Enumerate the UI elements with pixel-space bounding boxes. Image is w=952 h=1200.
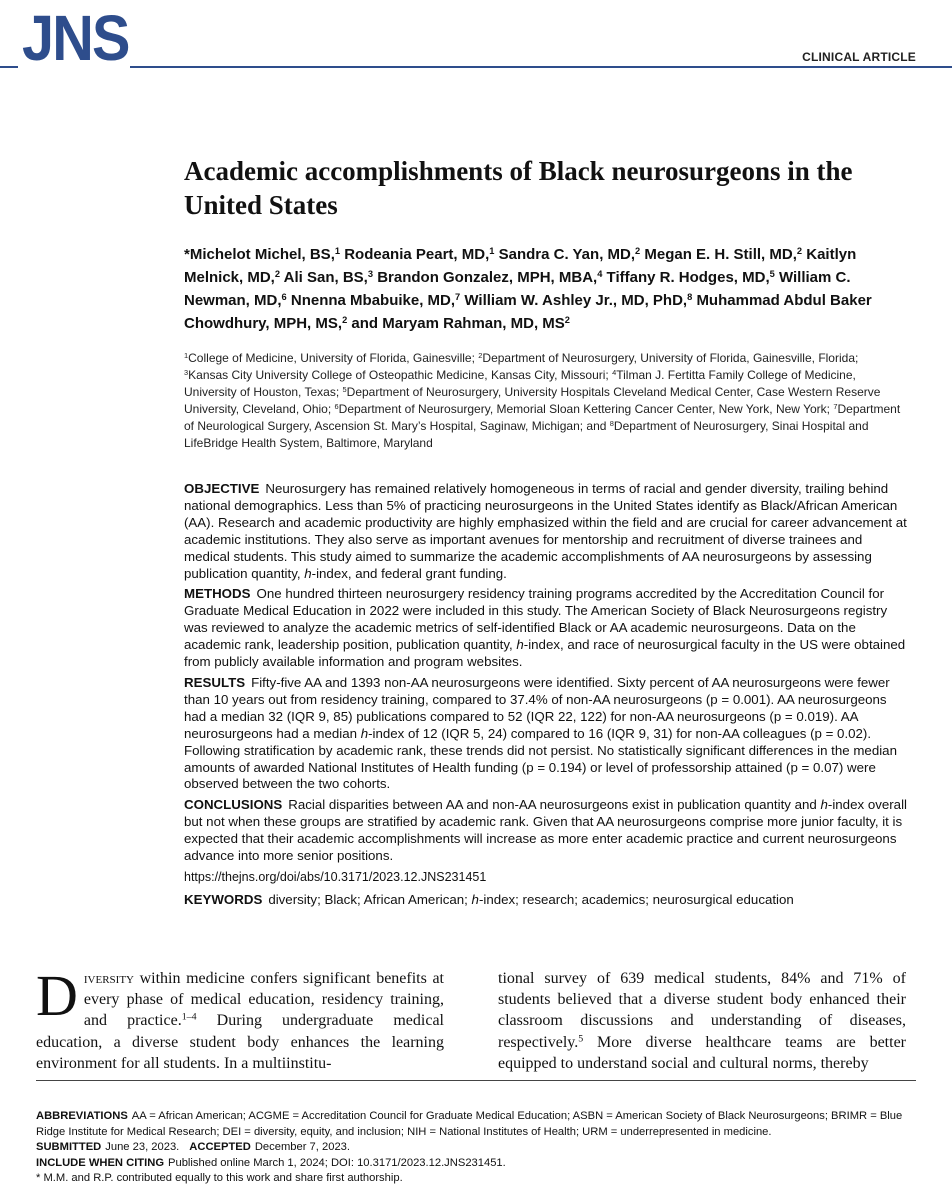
results-label: RESULTS [184, 674, 246, 690]
accepted-label: ACCEPTED [189, 1141, 251, 1154]
methods-text-end: -index, and race of neurosurgical faculty in the US were obtained from publicly available information and program websites. [184, 637, 906, 670]
keywords-label: KEYWORDS [184, 891, 263, 907]
h-italic: h [471, 891, 479, 907]
authorship-note: * M.M. and R.P. contributed equally to this work and share first authorship. [36, 1172, 403, 1185]
body-column-right [498, 968, 906, 1074]
affiliation-text: Kansas City University College of Osteopathic Medicine, Kansas City, Missouri; [188, 368, 613, 382]
author-affiliation-marker: 7 [455, 291, 461, 302]
h-italic: h [516, 637, 524, 653]
body-column-left [36, 963, 444, 1074]
accepted-date: December 7, 2023. [254, 1141, 350, 1154]
author-affiliation-marker: 2 [342, 314, 348, 325]
affiliation-text: Department of Neurosurgery, Sinai Hospital and LifeBridge Health System, Baltimore, Maryland [184, 419, 869, 450]
affiliation-number: 7 [833, 401, 838, 411]
author-affiliation-marker: 6 [281, 291, 287, 302]
author-name: Muhammad Abdul Baker Chowdhury, MPH, MS,$^2$ [184, 292, 872, 332]
drop-cap: D [36, 963, 78, 1028]
author-name: Tiffany R. Hodges, MD,$^5$ [606, 268, 775, 286]
affiliation-number: 8 [609, 418, 614, 428]
author-name: Rodeania Peart, MD,$^1$ [344, 245, 495, 263]
author-affiliation-marker: 3 [367, 268, 374, 279]
affiliation-text: Department of Neurological Surgery, Ascension St. Mary’s Hospital, Saginaw, Michigan; and [184, 402, 901, 433]
author-affiliation-marker: 8 [687, 291, 693, 302]
affiliation-text: Tilman J. Fertitta Family College of Medicine, University of Houston, Texas; [184, 368, 856, 399]
author-affiliation-marker: 2 [635, 245, 641, 256]
keywords-text-end: -index; research; academics; neurosurgical education [478, 891, 794, 907]
author-affiliation-marker: 1 [334, 245, 341, 256]
abstract-conclusions [184, 797, 909, 865]
author-name: Brandon Gonzalez, MPH, MBA,$^4$ [377, 268, 603, 286]
methods-text: One hundred thirteen neurosurgery residency training programs accredited by the Accreditation Council for Graduate Medical Education in 2022 were included in this study. The American Society of Black Neurosurgeons registry was reviewed to analyze the academic metrics of self-identified Black or AA academic neurosurgeons. Data on the academic rank, leadership position, publication quantity, [184, 586, 888, 653]
objective-text-end: -index, and federal grant funding. [311, 565, 507, 581]
submitted-label: SUBMITTED [36, 1141, 102, 1154]
objective-label: OBJECTIVE [184, 481, 260, 496]
author-name: Sandra C. Yan, MD,$^2$ [498, 245, 641, 263]
author-affiliation-marker: 2 [796, 245, 803, 256]
h-italic: h [360, 725, 369, 741]
affiliation-text: College of Medicine, University of Florida, Gainesville; [188, 351, 479, 365]
author-name: Ali San, BS,$^3$ [283, 268, 374, 286]
conclusions-text: Racial disparities between AA and non-AA neurosurgeons exist in publication quantity and [288, 797, 821, 813]
abstract [184, 481, 909, 913]
doi-link[interactable]: https://thejns.org/doi/abs/10.3171/2023.12.JNS231451 [184, 869, 487, 884]
author-affiliation-marker: 2 [564, 314, 570, 325]
abbreviations-label: ABBREVIATIONS [36, 1110, 128, 1122]
conclusions-text-end: -index overall but not when these groups are stratified by academic rank. Given that AA neurosurgeons comprise more junior faculty, it is expected that their academic accomplishments will increase as more enter academic practice and current neurosurgeons advance into more senior positions. [184, 797, 907, 864]
results-text: Fifty-five AA and 1393 non-AA neurosurgeons were identified. Sixty percent of AA neurosurgeons were fewer than 10 years out from residency training, compared to 37.4% of non-AA neurosurgeons (p = 0.001). AA neurosurgeons had a median 32 (IQR 9, 85) publications compared to 52 (IQR 22, 122) for non-AA neurosurgeons (p = 0.019). AA neurosurgeons had a median [184, 674, 890, 741]
abstract-objective [184, 481, 909, 582]
author-name: William C. Newman, MD,$^6$ [184, 269, 851, 309]
first-word: iversity [83, 970, 134, 987]
author-affiliation-marker: 2 [274, 268, 281, 279]
citing-text: Published online March 1, 2024; DOI: 10.3171/2023.12.JNS231451. [168, 1156, 506, 1169]
h-italic: h [820, 797, 828, 813]
body-text: More diverse healthcare teams are better equipped to understand social and cultural norms, thereby [498, 1033, 906, 1072]
author-affiliation-marker: 1 [489, 245, 495, 256]
objective-text: Neurosurgery has remained relatively homogeneous in terms of racial and gender diversity, trailing behind national demographics. Less than 5% of practicing neurosurgeons in the United States identify as Black/African American (AA). Research and academic productivity are highly emphasized within the field and are crucial for career advancement at academic institutions. They also serve as important avenues for mentorship and recruitment of diverse trainees and medical students. This study aimed to summarize the academic accomplishments of AA neurosurgeons by assessing publication quantity, [184, 481, 907, 581]
conclusions-label: CONCLUSIONS [184, 797, 283, 813]
article-title: Academic accomplishments of Black neurosurgeons in the United States [184, 156, 853, 220]
footer-notes [36, 1109, 916, 1187]
author-name: Nnenna Mbabuike, MD,$^7$ [290, 291, 461, 309]
affiliation-text: Department of Neurosurgery, University Hospitals Cleveland Medical Center, Case Western Reserve University, Cleveland, Ohio; [184, 385, 881, 416]
affiliation-number: 6 [334, 401, 339, 411]
author-list [184, 243, 904, 335]
keywords-text: diversity; Black; African American; [268, 891, 472, 907]
abbreviations [36, 1109, 916, 1140]
citing-label: INCLUDE WHEN CITING [36, 1156, 165, 1169]
section-label: CLINICAL ARTICLE [802, 50, 916, 64]
affiliation-number: 3 [184, 367, 189, 377]
submitted-date: June 23, 2023. [105, 1141, 180, 1154]
h-italic: h [304, 565, 312, 581]
results-text-end: -index of 12 (IQR 5, 24) compared to 16 (IQR 9, 31) for non-AA colleagues (p = 0.02). Following stratification by academic rank, these trends did not persist. No statistically significant differences in the median amounts of awarded National Institutes of Health funding (p = 0.194) or level of professorship attained (p = 0.07) were observed between the two cohorts. [184, 725, 897, 792]
citation [36, 1156, 916, 1172]
author-name: and Maryam Rahman, MD, $MS^2$ [351, 314, 570, 332]
reference-superscript[interactable]: 5 [578, 1033, 584, 1045]
footer-rule [36, 1080, 916, 1081]
header-rule [0, 66, 952, 68]
reference-superscript[interactable]: 1–4 [181, 1011, 197, 1023]
body-text: tional survey of 639 medical students, 84% and 71% of students believed that a diverse student body enhanced their classroom discussions and understanding of diseases, respectively. [498, 970, 906, 1051]
author-name: *Michelot Michel, BS,$^1$ [184, 245, 341, 263]
author-affiliation-marker: 5 [769, 268, 775, 279]
abbreviations-text: AA = African American; ACGME = Accreditation Council for Graduate Medical Education; ASBN = American Society of Black Neurosurgeons; BRIMR = Blue Ridge Institute for Medical Research; DEI = diversity, equity, and inclusion; NIH = National Institutes of Health; URM = underrepresented in medicine. [36, 1110, 903, 1138]
author-affiliation-marker: 4 [597, 268, 603, 279]
affiliation-number: 5 [342, 384, 347, 394]
affiliation-text: Department of Neurosurgery, University of Florida, Gainesville, Florida; [482, 351, 859, 365]
affiliation-number: 2 [478, 350, 483, 360]
affiliation-number: 1 [184, 350, 189, 360]
author-name: William W. Ashley Jr., MD, PhD,$^8$ [464, 291, 693, 309]
author-name: Megan E. H. Still, MD,$^2$ [644, 245, 803, 263]
affiliation-number: 4 [612, 367, 617, 377]
methods-label: METHODS [184, 586, 251, 602]
abstract-results [184, 675, 909, 793]
dates [36, 1140, 916, 1156]
journal-logo[interactable]: JNS [22, 2, 129, 74]
affiliation-text: Department of Neurosurgery, Memorial Sloan Kettering Cancer Center, New York, New York; [338, 402, 834, 416]
keywords [184, 892, 909, 909]
body-text: within medicine confers significant benefits at every phase of medical education, residency training, and practice. [83, 970, 444, 1030]
abstract-methods [184, 586, 909, 671]
author-name: Kaitlyn Melnick, MD,$^2$ [184, 246, 857, 286]
affiliations [184, 350, 904, 452]
body-text: During undergraduate medical education, a diverse student body enhances the learning environment for all students. In a multiinstitu- [36, 1012, 444, 1072]
